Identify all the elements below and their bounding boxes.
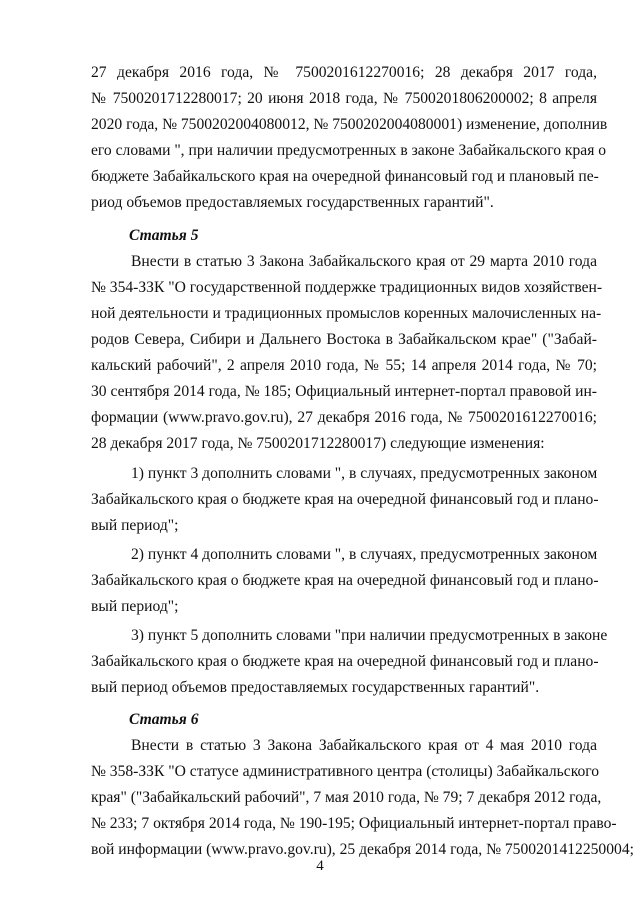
article-5-item-3-line: Забайкальского края о бюджете края на очередной финансовый год и плано- [91,653,599,670]
paragraph-line: 27 декабря 2016 года, № 7500201612270016; 28 декабря 2017 года, [91,64,597,81]
article-5-intro-line: родов Севера, Сибири и Дальнего Востока в Забайкальском крае" ("Забай- [91,331,597,348]
article-6-heading: Статья 6 [129,711,199,728]
article-6-intro-line: вой информации (www.pravo.gov.ru), 25 декабря 2014 года, № 7500201412250004; [91,841,634,858]
article-5-intro-line: № 354-ЗЗК "О государственной поддержке традиционных видов хозяйствен- [91,279,603,296]
article-6-intro-line: № 358-ЗЗК "О статусе административного центра (столицы) Забайкальского [91,763,600,780]
article-5-item-1-line: Забайкальского края о бюджете края на очередной финансовый год и плано- [91,491,599,508]
article-5-intro-line: 28 декабря 2017 года, № 7500201712280017) следующие изменения: [91,435,545,452]
article-6-intro-line: № 233; 7 октября 2014 года, № 190-195; Официальный интернет-портал право- [91,815,617,832]
article-5-intro-line: Внести в статью 3 Закона Забайкальского края от 29 марта 2010 года [131,253,597,270]
article-6-intro-line: края" ("Забайкальский рабочий", 7 мая 2010 года, № 79; 7 декабря 2012 года, [91,789,602,806]
article-5-item-2-line: вый период"; [91,598,179,615]
article-5-item-2-line: 2) пункт 4 дополнить словами ", в случаях, предусмотренных законом [131,546,598,563]
article-5-intro-line: ной деятельности и традиционных промыслов коренных малочисленных на- [91,305,602,322]
article-5-intro-line: 30 сентября 2014 года, № 185; Официальный интернет-портал правовой ин- [91,383,597,400]
paragraph-line: 2020 года, № 7500202004080012, № 7500202004080001) изменение, дополнив [91,116,608,133]
article-5-item-1-line: 1) пункт 3 дополнить словами ", в случаях, предусмотренных законом [131,465,598,482]
article-5-item-3-line: 3) пункт 5 дополнить словами "при наличии предусмотренных в законе [131,627,608,644]
paragraph-line: его словами ", при наличии предусмотренных в законе Забайкальского края о [91,142,607,159]
article-5-intro-line: формации (www.pravo.gov.ru), 27 декабря 2016 года, № 7500201612270016; [91,409,597,426]
paragraph-line: бюджете Забайкальского края на очередной финансовый год и плановый пе- [91,168,599,185]
paragraph-line: № 7500201712280017; 20 июня 2018 года, № 7500201806200002; 8 апреля [91,90,597,107]
article-5-heading: Статья 5 [129,227,199,244]
article-6-intro-line: Внести в статью 3 Закона Забайкальского края от 4 мая 2010 года [131,737,597,754]
article-5-item-2-line: Забайкальского края о бюджете края на очередной финансовый год и плано- [91,572,599,589]
article-5-intro-line: кальский рабочий", 2 апреля 2010 года, № 55; 14 апреля 2014 года, № 70; [91,357,597,374]
article-5-item-3-line: вый период объемов предоставляемых государственных гарантий". [91,679,540,696]
page-number: 4 [316,858,324,874]
article-5-item-1-line: вый период"; [91,517,179,534]
paragraph-line: риод объемов предоставляемых государственных гарантий". [91,194,494,211]
